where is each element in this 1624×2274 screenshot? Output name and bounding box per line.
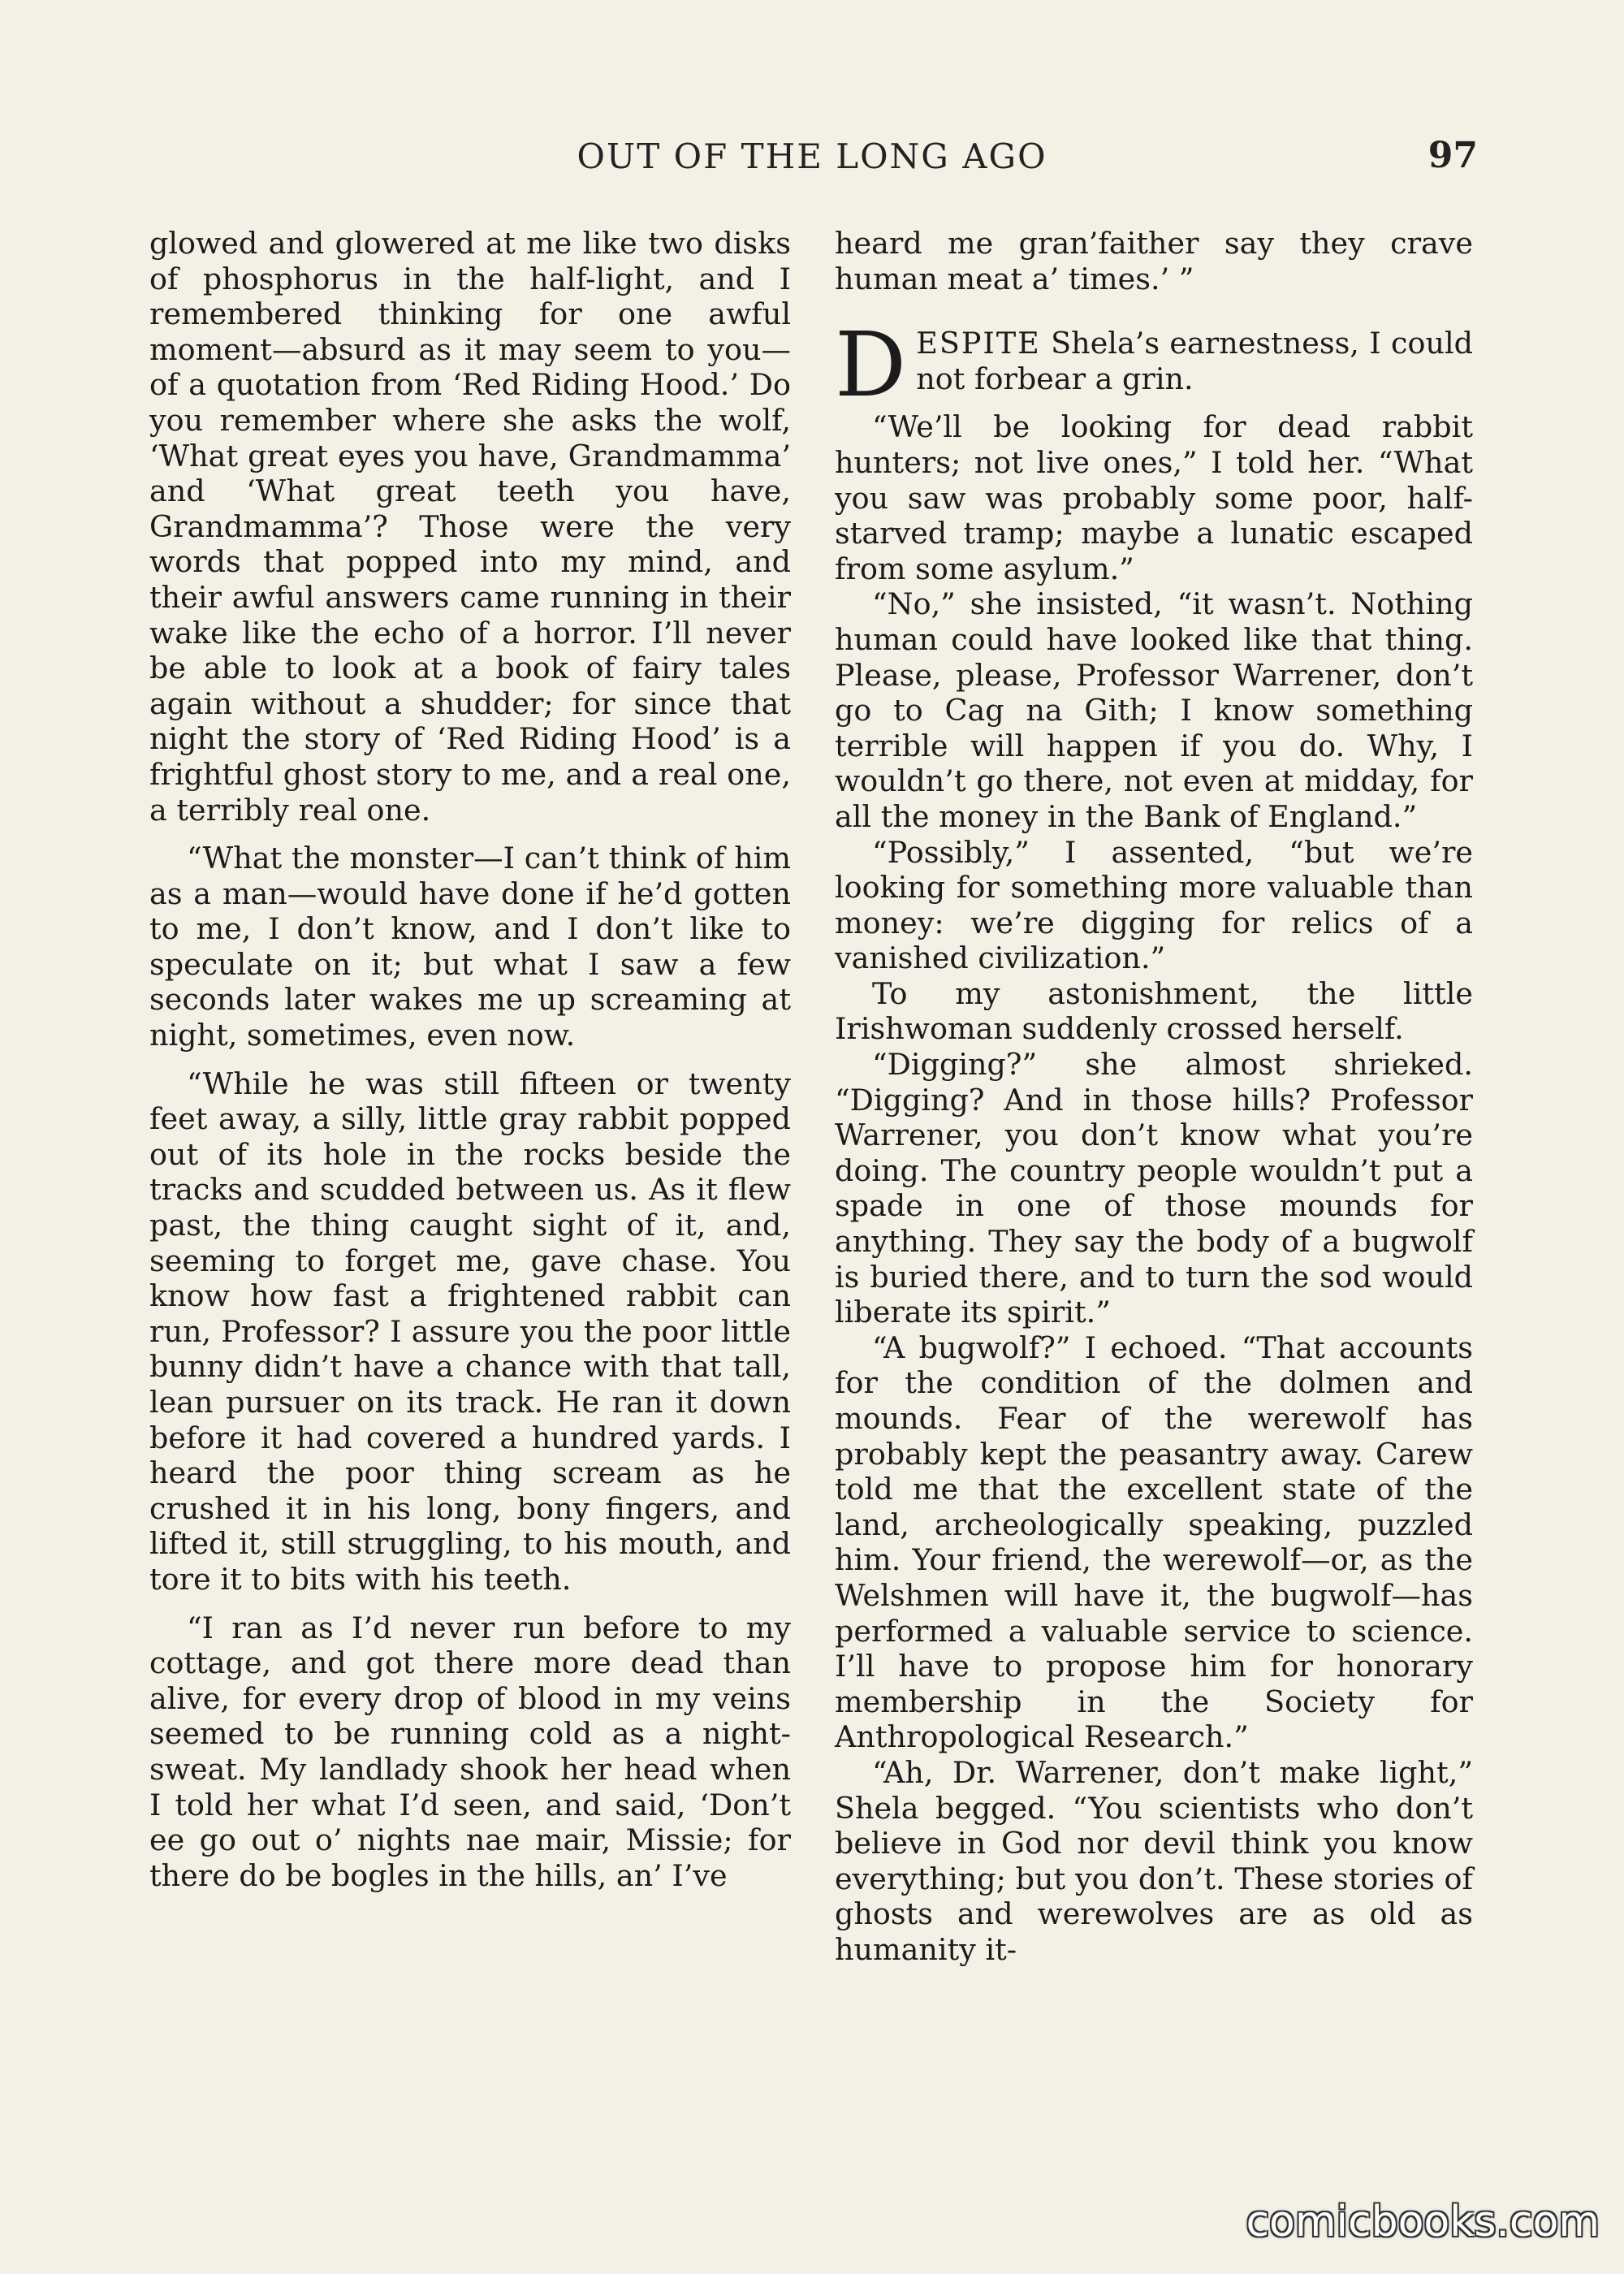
dropcap-letter: D bbox=[835, 313, 907, 417]
dropcap-word: ESPITE bbox=[916, 326, 1041, 361]
watermark: comicbooks.com bbox=[1246, 2198, 1600, 2246]
paragraph: To my astonishment, the little Irishwoman suddenly crossed herself. bbox=[835, 975, 1473, 1047]
dropcap-paragraph bbox=[835, 313, 1473, 417]
paragraph: “No,” she insisted, “it wasn’t. Nothing human could have looked like that thing. Please, please, Professor Warrener, don’t go to Cag na Gith; I know something terrible will happen if you do. Why, I wouldn’t go there, not even at midday, for all the money in the Bank of England.” bbox=[835, 586, 1473, 834]
paragraph: “What the monster—I can’t think of him as a man—would have done if he’d gotten to me, I don’t know, and I don’t like to speculate on it; but what I saw a few seconds later wakes me up screaming at night, sometimes, even now. bbox=[149, 841, 791, 1053]
paragraph: “I ran as I’d never run before to my cottage, and got there more dead than alive, for every drop of blood in my veins seemed to be running cold as a night-sweat. My landlady shook her head when I told her what I’d seen, and said, ‘Don’t ee go out o’ nights nae mair, Missie; for there do be bogles in the hills, an’ I’ve bbox=[149, 1610, 791, 1893]
paragraph: glowed and glowered at me like two disks of phosphorus in the half-light, and I remembered thinking for one awful moment—absurd as it may seem to you—of a quotation from ‘Red Riding Hood.’ Do you remember where she asks the wolf, ‘What great eyes you have, Grandmamma’ and ‘What great teeth you have, Grandmamma’? Those were the very words that popped into my mind, and their awful answers came running in their wake like the echo of a horror. I’ll never be able to look at a book of fairy tales again without a shudder; for since that night the story of ‘Red Riding Hood’ is a frightful ghost story to me, and a real one, a terribly real one. bbox=[149, 226, 791, 828]
paragraph: “Digging?” she almost shrieked. “Digging? And in those hills? Professor Warrener, you don’t know what you’re doing. The country people wouldn’t put a spade in one of those mounds for anything. They say the body of a bugwolf is buried there, and to turn the sod would liberate its spirit.” bbox=[835, 1047, 1473, 1330]
paragraph: “Ah, Dr. Warrener, don’t make light,” Shela begged. “You scientists who don’t believe in God nor devil think you know everything; but you don’t. These stories of ghosts and werewolves are as old as humanity it- bbox=[835, 1754, 1473, 1967]
page-number: 97 bbox=[1427, 135, 1478, 176]
paragraph: “Possibly,” I assented, “but we’re looking for something more valuable than money: we’re digging for relics of a vanished civilization.” bbox=[835, 834, 1473, 976]
right-column bbox=[835, 226, 1473, 1968]
dropcap-text: Shela’s earnestness, I could not forbear a grin. bbox=[916, 326, 1473, 396]
paragraph: “While he was still fifteen or twenty feet away, a silly, little gray rabbit popped out of its hole in the rocks beside the tracks and scudded between us. As it flew past, the thing caught sight of it, and, seeming to forget me, gave chase. You know how fast a frightened rabbit can run, Professor? I assure you the poor little bunny didn’t have a chance with that tall, lean pursuer on its track. He ran it down before it had covered a hundred yards. I heard the poor thing scream as he crushed it in his long, bony fingers, and lifted it, still struggling, to his mouth, and tore it to bits with his teeth. bbox=[149, 1066, 791, 1597]
running-header: OUT OF THE LONG AGO bbox=[577, 136, 1047, 176]
paragraph: “A bugwolf?” I echoed. “That accounts for the condition of the dolmen and mounds. Fear of the werewolf has probably kept the peasantry away. Carew told me that the excellent state of the land, archeologically speaking, puzzled him. Your friend, the werewolf—or, as the Welshmen will have it, the bugwolf—has performed a valuable service to science. I’ll have to propose him for honorary membership in the Society for Anthropological Research.” bbox=[835, 1329, 1473, 1755]
paragraph: heard me gran’faither say they crave human meat a’ times.’ ” bbox=[835, 226, 1473, 296]
left-column bbox=[149, 226, 791, 1893]
paragraph: “We’ll be looking for dead rabbit hunters; not live ones,” I told her. “What you saw was probably some poor, half-starved tramp; maybe a lunatic escaped from some asylum.” bbox=[835, 409, 1473, 586]
